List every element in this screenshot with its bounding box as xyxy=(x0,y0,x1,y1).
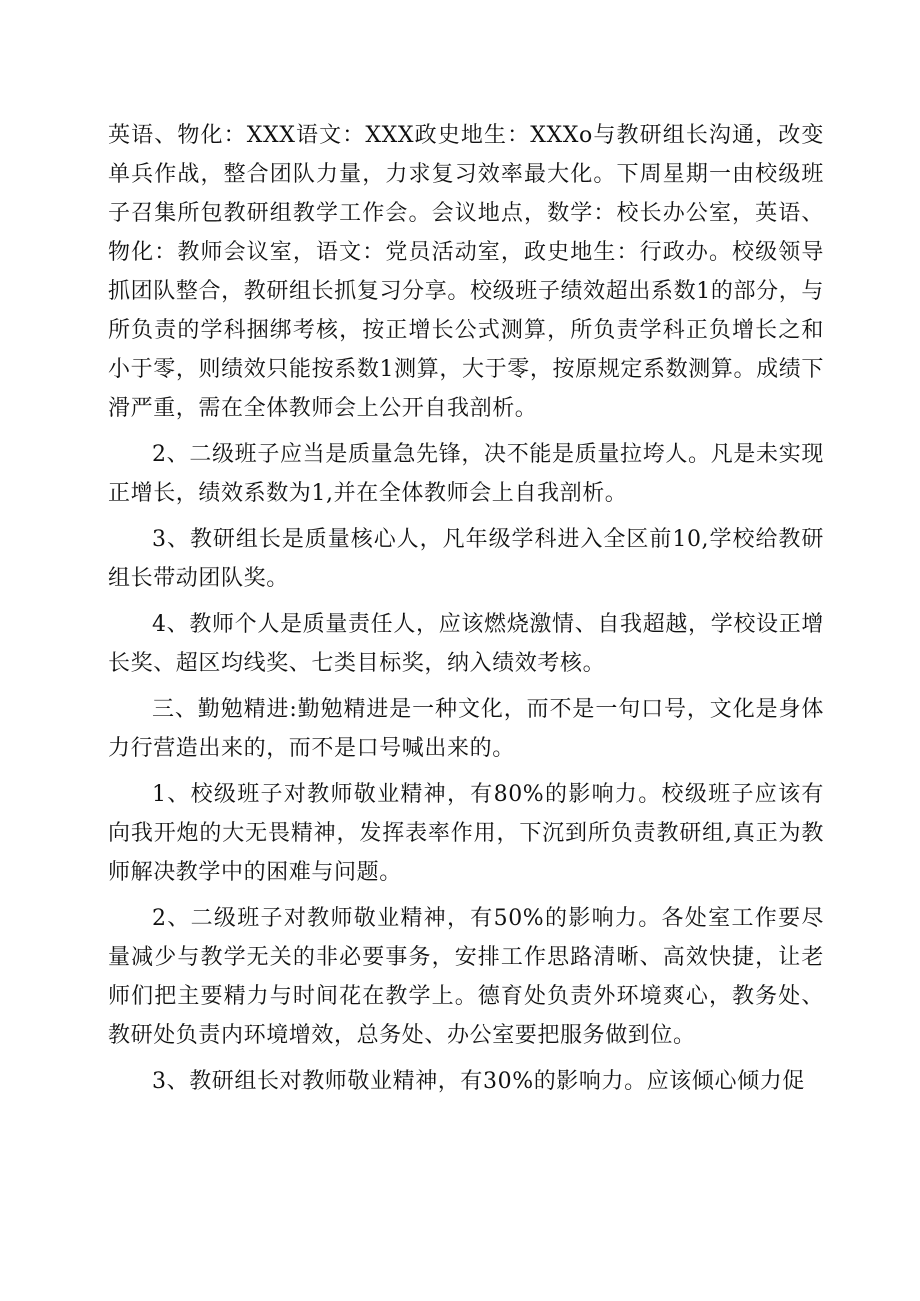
paragraph-item-2-second-level-influence: 2、二级班子对教师敬业精神，有50%的影响力。各处室工作要尽量减少与教学无关的非必要事务，安排工作思路清晰、高效快捷，让老师们把主要精力与时间花在教学上。德育处负责外环境爽心，教务处、教研处负责内环境增效，总务处、办公室要把服务做到位。 xyxy=(108,906,824,1048)
document-body xyxy=(108,116,824,1108)
paragraph-item-3-group-leader: 3、教研组长是质量核心人，凡年级学科进入全区前10,学校给教研组长带动团队奖。 xyxy=(108,527,824,591)
paragraph-item-4-teacher: 4、教师个人是质量责任人，应该燃烧激情、自我超越，学校设正增长奖、超区均线奖、七类目标奖，纳入绩效考核。 xyxy=(108,612,824,676)
paragraph-item-1-school-level: 1、校级班子对教师敬业精神，有80%的影响力。校级班子应该有向我开炮的大无畏精神，发挥表率作用，下沉到所负责教研组,真正为教师解决教学中的困难与问题。 xyxy=(108,782,824,885)
section-heading-three: 三、勤勉精进:勤勉精进是一种文化，而不是一句口号，文化是身体力行营造出来的，而不是口号喊出来的。 xyxy=(108,697,824,761)
paragraph-item-3-group-leader-influence: 3、教研组长对教师敬业精神，有30%的影响力。应该倾心倾力促 xyxy=(152,1069,805,1094)
paragraph-item-2-second-level: 2、二级班子应当是质量急先锋，决不能是质量拉垮人。凡是未实现正增长，绩效系数为1,并在全体教师会上自我剖析。 xyxy=(108,442,824,506)
paragraph-continuation: 英语、物化：XXX语文：XXX政史地生：XXXo与教研组长沟通，改变单兵作战，整合团队力量，力求复习效率最大化。下周星期一由校级班子召集所包教研组教学工作会。会议地点，数学：校长办公室，英语、物化：教师会议室，语文：党员活动室，政史地生：行政办。校级领导抓团队整合，教研组长抓复习分享。校级班子绩效超出系数1的部分，与所负责的学科捆绑考核，按正增长公式测算，所负责学科正负增长之和小于零，则绩效只能按系数1测算，大于零，按原规定系数测算。成绩下滑严重，需在全体教师会上公开自我剖析。 xyxy=(108,123,824,421)
